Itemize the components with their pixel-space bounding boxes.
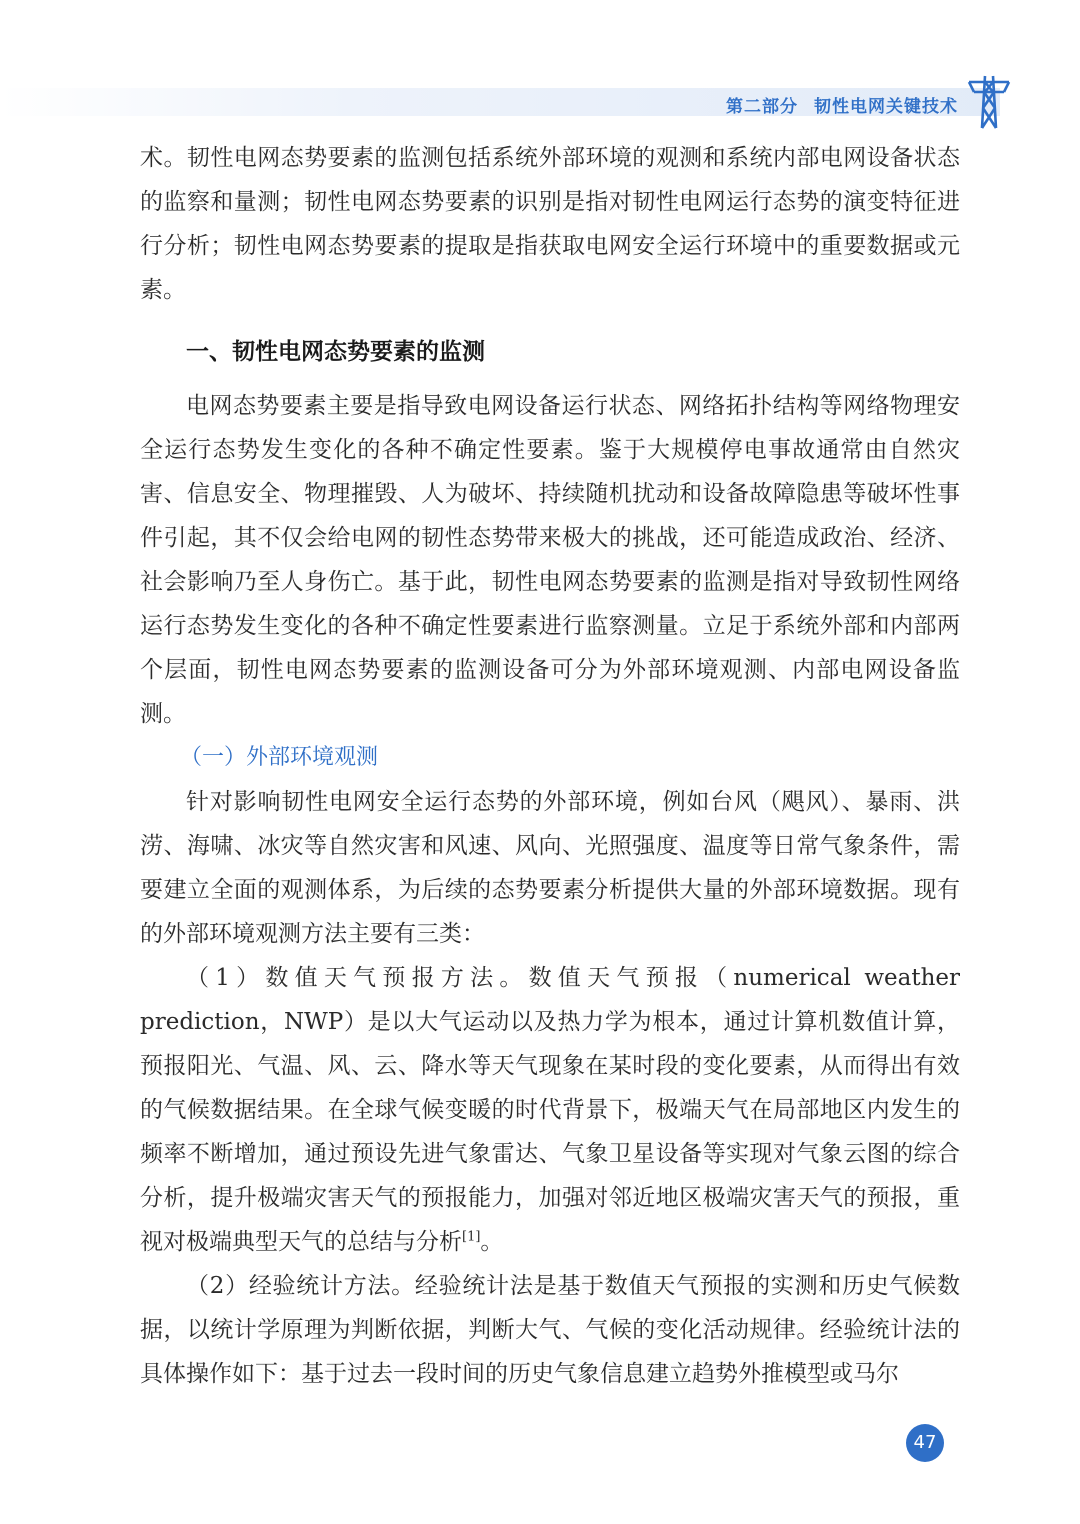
page-number: 47 — [906, 1424, 944, 1462]
paragraph: 针对影响韧性电网安全运行态势的外部环境，例如台风（飓风）、暴雨、洪涝、海啸、冰灾等自然灾害和风速、风向、光照强度、温度等日常气象条件，需要建立全面的观测体系，为后续的态势要素分析提供大量的外部环境数据。现有的外部环境观测方法主要有三类： — [140, 789, 960, 947]
paragraph: （2）经验统计方法。经验统计法是基于数值天气预报的实测和历史气候数据，以统计学原理为判断依据，判断大气、气候的变化活动规律。经验统计法的具体操作如下：基于过去一段时间的历史气象信息建立趋势外推模型或马尔 — [140, 1273, 960, 1387]
page-body — [140, 136, 960, 1396]
section-heading: 一、韧性电网态势要素的监测 — [186, 339, 485, 365]
paragraph-text: （1）数值天气预报方法。数值天气预报（numerical weather prediction，NWP）是以大气运动以及热力学为根本，通过计算机数值计算，预报阳光、气温、风、云、降水等天气现象在某时段的变化要素，从而得出有效的气候数据结果。在全球气候变暖的时代背景下，极端天气在局部地区内发生的频率不断增加，通过预设先进气象雷达、气象卫星设备等实现对气象云图的综合分析，提升极端灾害天气的预报能力，加强对邻近地区极端灾害天气的预报，重视对极端典型天气的总结与分析 — [140, 965, 960, 1255]
power-tower-icon — [966, 74, 1012, 130]
header-part: 第二部分 — [726, 97, 798, 117]
citation-ref: [1] — [462, 1229, 481, 1245]
header-title: 韧性电网关键技术 — [814, 97, 958, 117]
paragraph-end: 。 — [480, 1229, 504, 1255]
paragraph: 电网态势要素主要是指导致电网设备运行状态、网络拓扑结构等网络物理安全运行态势发生变化的各种不确定性要素。鉴于大规模停电事故通常由自然灾害、信息安全、物理摧毁、人为破坏、持续随机扰动和设备故障隐患等破坏性事件引起，其不仅会给电网的韧性态势带来极大的挑战，还可能造成政治、经济、社会影响乃至人身伤亡。基于此，韧性电网态势要素的监测是指对导致韧性网络运行态势发生变化的各种不确定性要素进行监察测量。立足于系统外部和内部两个层面，韧性电网态势要素的监测设备可分为外部环境观测、内部电网设备监测。 — [140, 393, 960, 727]
paragraph-continued: 术。韧性电网态势要素的监测包括系统外部环境的观测和系统内部电网设备状态的监察和量测；韧性电网态势要素的识别是指对韧性电网运行态势的演变特征进行分析；韧性电网态势要素的提取是指获取电网安全运行环境中的重要数据或元素。 — [140, 145, 960, 303]
running-header — [726, 92, 958, 117]
subsection-heading: （一）外部环境观测 — [180, 745, 379, 770]
paragraph-nwp — [140, 956, 960, 1264]
